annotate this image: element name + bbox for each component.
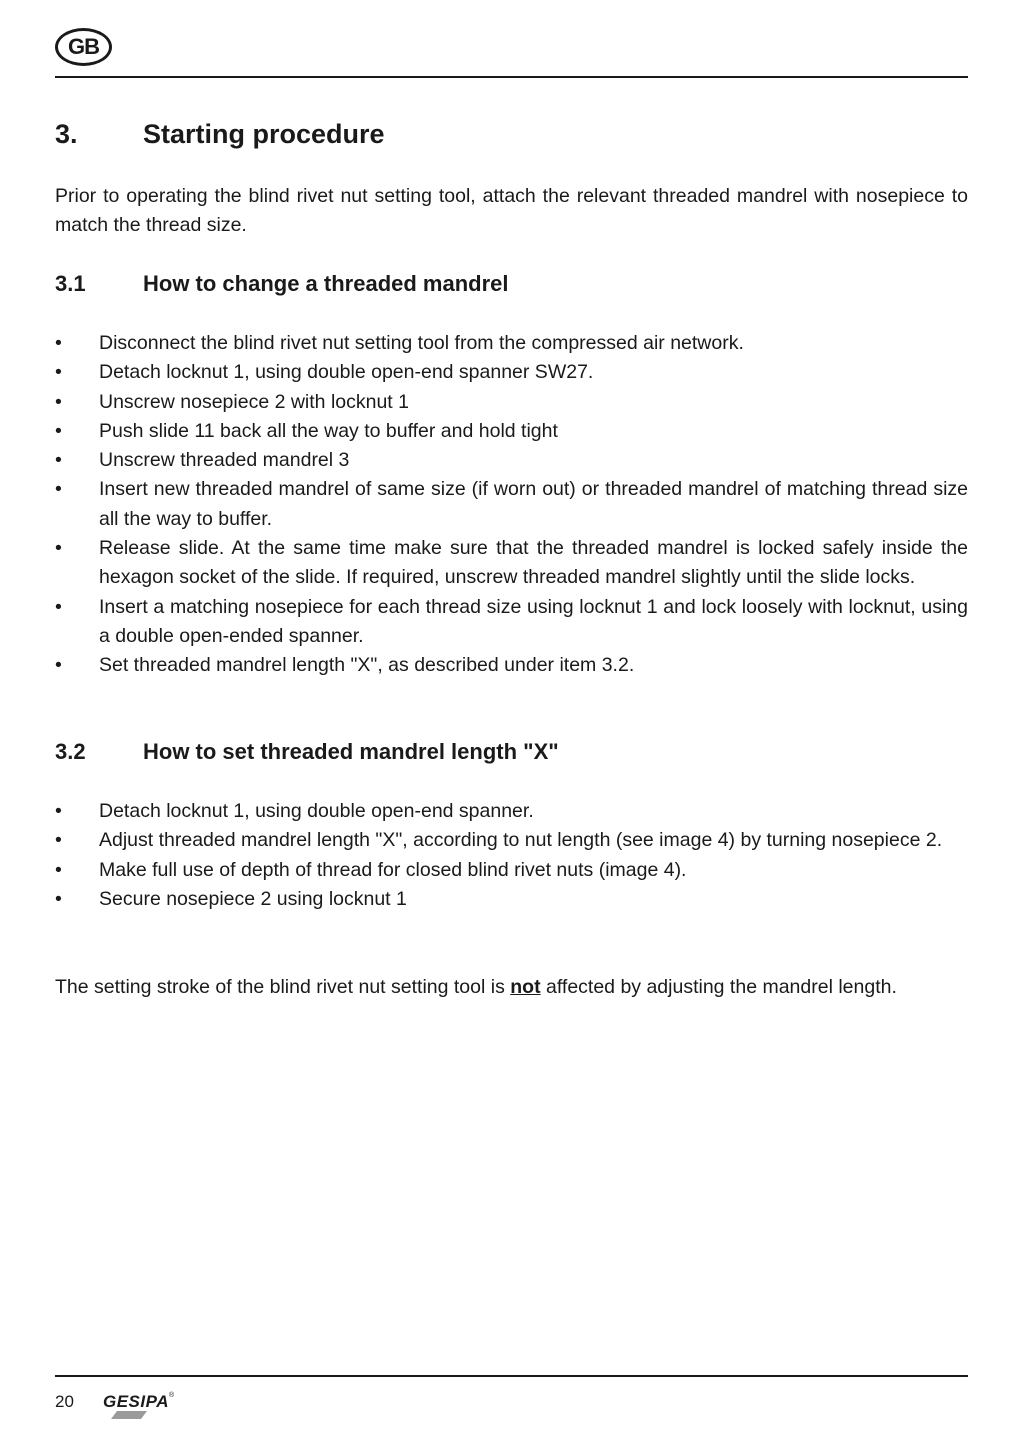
stroke-note-emphasis: not [510, 976, 541, 998]
bullet-icon: • [55, 829, 62, 852]
footer-rule [55, 1375, 968, 1377]
list-item: • Detach locknut 1, using double open-end spanner. [55, 797, 968, 826]
gesipa-logo [103, 1392, 174, 1412]
language-badge-gb: GB [55, 28, 112, 66]
section-3-1-heading [55, 271, 509, 297]
section-3-2-number: 3.2 [55, 739, 86, 764]
registered-mark: ® [168, 1392, 175, 1399]
section-3-title: Starting procedure [143, 119, 385, 149]
section-3-heading [55, 119, 385, 150]
bullet-icon: • [55, 595, 62, 618]
bullet-icon: • [55, 478, 62, 501]
section-3-2-list [55, 797, 968, 914]
bullet-icon: • [55, 858, 62, 881]
header-rule [55, 76, 968, 78]
section-3-1-number: 3.1 [55, 271, 86, 296]
bullet-icon: • [55, 537, 62, 560]
list-item: • Unscrew threaded mandrel 3 [55, 446, 968, 475]
list-item: • Release slide. At the same time make sure that the threaded mandrel is locked safely inside the hexagon socket of the slide. If required, unscrew threaded mandrel slightly until the slide locks. [55, 534, 968, 593]
bullet-icon: • [55, 449, 62, 472]
gesipa-logo-text: GESIPA [103, 1392, 169, 1411]
list-item: • Secure nosepiece 2 using locknut 1 [55, 885, 968, 914]
list-item: • Disconnect the blind rivet nut setting tool from the compressed air network. [55, 329, 968, 358]
gesipa-swoosh-icon [111, 1411, 147, 1419]
section-3-intro: Prior to operating the blind rivet nut setting tool, attach the relevant threaded mandrel with nosepiece to match the thread size. [55, 185, 968, 237]
list-item: • Unscrew nosepiece 2 with locknut 1 [55, 388, 968, 417]
section-3-2-title: How to set threaded mandrel length "X" [143, 739, 559, 764]
bullet-icon: • [55, 419, 62, 442]
list-item: • Make full use of depth of thread for closed blind rivet nuts (image 4). [55, 856, 968, 885]
list-item: • Adjust threaded mandrel length "X", according to nut length (see image 4) by turning nosepiece 2. [55, 826, 968, 855]
bullet-icon: • [55, 800, 62, 822]
stroke-note: The setting stroke of the blind rivet nut setting tool is not affected by adjusting the mandrel length. [55, 976, 897, 998]
bullet-icon: • [55, 654, 62, 677]
section-3-1-title: How to change a threaded mandrel [143, 271, 509, 296]
list-item: • Insert a matching nosepiece for each thread size using locknut 1 and lock loosely with locknut, using a double open-ended spanner. [55, 593, 968, 652]
list-item: • Detach locknut 1, using double open-end spanner SW27. [55, 358, 968, 387]
list-item: • Push slide 11 back all the way to buffer and hold tight [55, 417, 968, 446]
bullet-icon: • [55, 887, 62, 910]
section-3-2-heading [55, 739, 559, 765]
section-3-number: 3. [55, 119, 78, 149]
section-3-1-list [55, 329, 968, 681]
bullet-icon: • [55, 361, 62, 384]
bullet-icon: • [55, 390, 62, 413]
page-number: 20 [55, 1392, 74, 1411]
list-item: • Set threaded mandrel length "X", as described under item 3.2. [55, 651, 968, 680]
list-item: • Insert new threaded mandrel of same size (if worn out) or threaded mandrel of matching thread size all the way to buffer. [55, 475, 968, 534]
bullet-icon: • [55, 332, 62, 354]
